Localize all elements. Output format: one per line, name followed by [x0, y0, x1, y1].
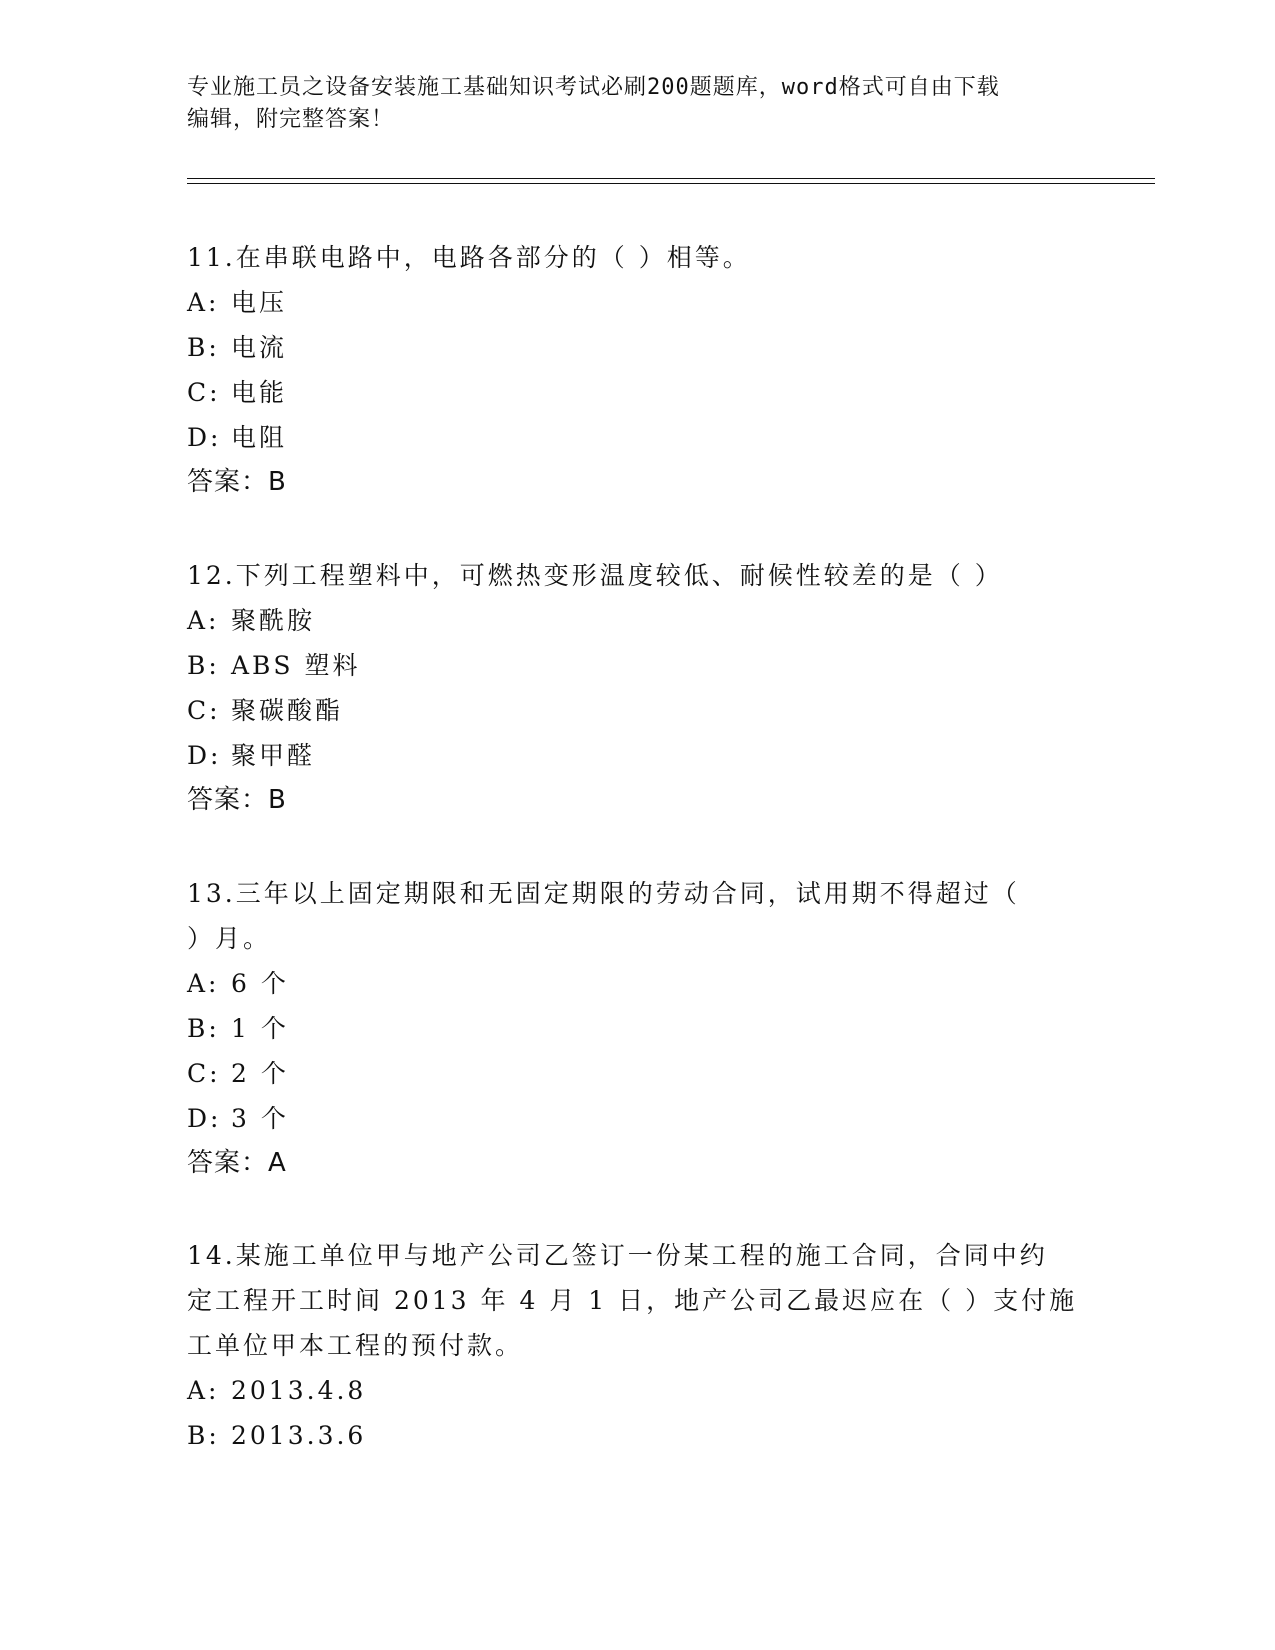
option-d: [187, 415, 1087, 460]
option-letter: D:: [187, 741, 222, 770]
question-13: [187, 871, 1087, 1186]
option-c: [187, 1051, 1087, 1096]
answer-line: 答案：B: [187, 785, 287, 815]
option-c: [187, 688, 1087, 733]
option-b: [187, 1413, 1087, 1458]
option-c: [187, 370, 1087, 415]
answer-line: 答案：A: [187, 1148, 287, 1178]
option-text: 2 个: [231, 1059, 289, 1088]
option-d: [187, 1096, 1087, 1141]
option-text: 1 个: [231, 1014, 289, 1043]
header-divider-top: [187, 178, 1155, 179]
question-stem-line-1: 13.三年以上固定期限和无固定期限的劳动合同，试用期不得超过（: [187, 879, 1020, 908]
option-a: [187, 280, 1087, 325]
question-14: [187, 1233, 1087, 1458]
option-text: 电阻: [231, 423, 288, 452]
option-b: [187, 643, 1087, 688]
option-text: 3 个: [231, 1104, 289, 1133]
question-11: [187, 235, 1087, 505]
question-stem-line-2: 定工程开工时间 2013 年 4 月 1 日，地产公司乙最迟应在（ ）支付施: [187, 1286, 1078, 1315]
option-a: [187, 1368, 1087, 1413]
question-stem-line-1: 14.某施工单位甲与地产公司乙签订一份某工程的施工合同，合同中约: [187, 1241, 1048, 1270]
option-text: 电压: [231, 288, 288, 317]
option-text: ABS 塑料: [231, 651, 361, 680]
question-12: [187, 553, 1087, 823]
option-text: 聚酰胺: [231, 606, 316, 635]
option-text: 电流: [231, 333, 288, 362]
option-letter: B:: [187, 651, 220, 680]
option-letter: A:: [187, 1376, 220, 1405]
question-stem-line-3: 工单位甲本工程的预付款。: [187, 1331, 524, 1360]
option-letter: C:: [187, 696, 221, 725]
option-text: 2013.3.6: [231, 1421, 367, 1450]
option-letter: D:: [187, 1104, 222, 1133]
option-letter: A:: [187, 969, 220, 998]
option-d: [187, 733, 1087, 778]
option-b: [187, 1006, 1087, 1051]
question-stem: 11.在串联电路中，电路各部分的（ ）相等。: [187, 243, 751, 272]
option-letter: A:: [187, 606, 220, 635]
question-stem-line-2: ）月。: [187, 924, 272, 953]
option-a: [187, 598, 1087, 643]
answer-line: 答案：B: [187, 467, 287, 497]
option-text: 2013.4.8: [231, 1376, 367, 1405]
option-text: 6 个: [231, 969, 289, 998]
option-letter: A:: [187, 288, 220, 317]
option-b: [187, 325, 1087, 370]
header-divider-bottom: [187, 183, 1155, 184]
header-line-1: 专业施工员之设备安装施工基础知识考试必刷200题题库，word格式可自由下载: [187, 75, 1000, 100]
option-letter: D:: [187, 423, 222, 452]
option-letter: C:: [187, 378, 221, 407]
option-text: 聚碳酸酯: [231, 696, 344, 725]
option-text: 电能: [231, 378, 288, 407]
header-line-2: 编辑，附完整答案！: [187, 107, 395, 132]
question-stem: 12.下列工程塑料中，可燃热变形温度较低、耐候性较差的是（ ）: [187, 561, 1003, 590]
document-header: [187, 72, 1067, 136]
option-letter: B:: [187, 1421, 220, 1450]
option-letter: C:: [187, 1059, 221, 1088]
option-letter: B:: [187, 1014, 220, 1043]
option-a: [187, 961, 1087, 1006]
option-letter: B:: [187, 333, 220, 362]
option-text: 聚甲醛: [231, 741, 316, 770]
